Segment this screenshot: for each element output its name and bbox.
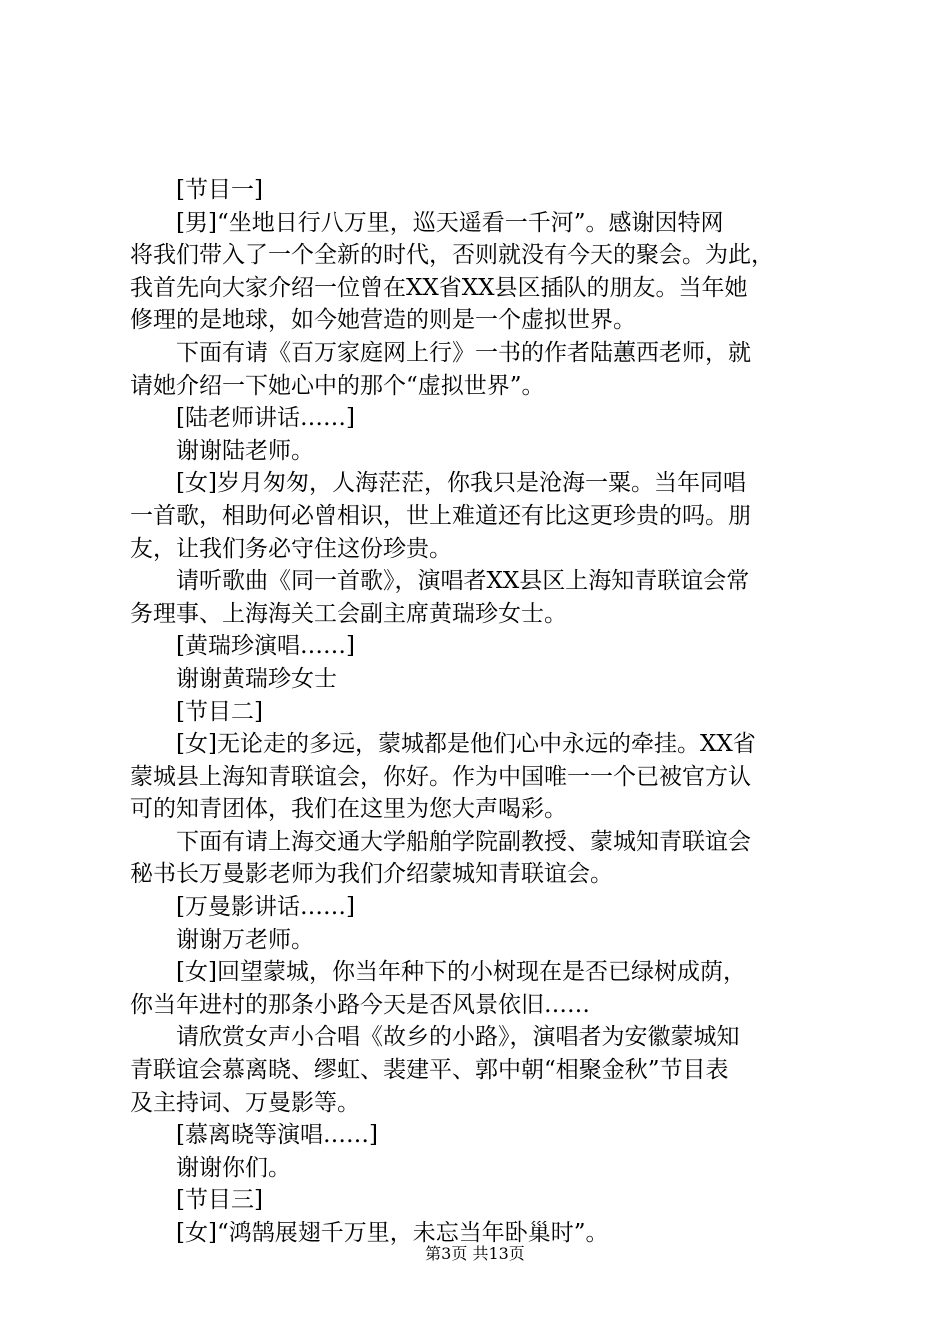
text-line: [节目二] [176, 698, 263, 725]
text-line: [陆老师讲话……] [176, 405, 355, 432]
text-line: 将我们带入了一个全新的时代，否则就没有今天的聚会。为此， [130, 242, 774, 269]
text-line: [慕离晓等演唱……] [176, 1122, 378, 1149]
text-line: 及主持词、万曼影等。 [130, 1089, 360, 1116]
text-line: [男]“坐地日行八万里，巡天遥看一千河”。感谢因特网 [176, 209, 724, 236]
text-line: 青联谊会慕离晓、缪虹、裴建平、郭中朝“相聚金秋”节目表 [130, 1057, 729, 1084]
text-line: 你当年进村的那条小路今天是否风景依旧…… [130, 991, 590, 1018]
text-line: 下面有请上海交通大学船舶学院副教授、蒙城知青联谊会 [176, 828, 751, 855]
text-line: 修理的是地球，如今她营造的则是一个虚拟世界。 [130, 307, 636, 334]
text-line: 谢谢万老师。 [176, 926, 314, 953]
text-line: 谢谢黄瑞珍女士 [176, 665, 337, 692]
text-line: 可的知青团体，我们在这里为您大声喝彩。 [130, 796, 567, 823]
text-line: [女]无论走的多远，蒙城都是他们心中永远的牵挂。XX省 [176, 731, 756, 758]
text-line: [节目三] [176, 1187, 263, 1214]
document-body [130, 174, 830, 1250]
text-line: 务理事、上海海关工会副主席黄瑞珍女士。 [130, 600, 567, 627]
text-line: [万曼影讲话……] [176, 894, 355, 921]
text-line: [女]岁月匆匆，人海茫茫，你我只是沧海一粟。当年同唱 [176, 470, 746, 497]
text-line: 请她介绍一下她心中的那个“虚拟世界”。 [130, 372, 545, 399]
text-line: [节目一] [176, 177, 263, 203]
text-line: 谢谢陆老师。 [176, 437, 314, 464]
text-line: 我首先向大家介绍一位曾在XX省XX县区插队的朋友。当年她 [130, 274, 748, 301]
text-line: 一首歌，相助何必曾相识，世上难道还有比这更珍贵的吗。朋 [130, 502, 751, 529]
text-line: 谢谢你们。 [176, 1154, 291, 1181]
text-line: [女]回望蒙城，你当年种下的小树现在是否已绿树成荫， [176, 959, 746, 986]
text-line: 蒙城县上海知青联谊会，你好。作为中国唯一一个已被官方认 [130, 763, 751, 790]
text-line: 友，让我们务必守住这份珍贵。 [130, 535, 452, 562]
text-line: 下面有请《百万家庭网上行》一书的作者陆蕙西老师，就 [176, 339, 751, 366]
page-number: 第3页 共13页 [425, 1244, 525, 1263]
text-line: 请欣赏女声小合唱《故乡的小路》，演唱者为安徽蒙城知 [176, 1024, 740, 1051]
text-line: 秘书长万曼影老师为我们介绍蒙城知青联谊会。 [130, 861, 613, 888]
text-line: 请听歌曲《同一首歌》，演唱者XX县区上海知青联谊会常 [176, 568, 750, 595]
text-line: [女]“鸿鹄展翅千万里，未忘当年卧巢时”。 [176, 1220, 609, 1246]
text-line: [黄瑞珍演唱……] [176, 633, 355, 660]
